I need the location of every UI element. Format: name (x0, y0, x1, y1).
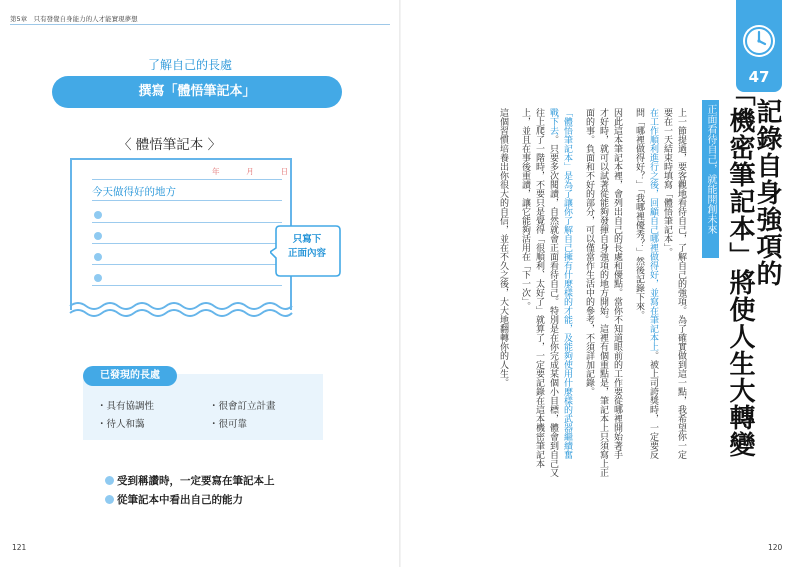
body-column: 這個習慣培養出你很大的自信，並在不久之後，大大地翻轉你的人生。 (498, 108, 508, 387)
body-column: 要在一天結束時填寫「體悟筆記本」。 (662, 108, 672, 257)
title-line-2: 「機密筆記本」將使人生大轉變 (725, 80, 755, 458)
running-head-rule (10, 24, 390, 25)
notebook-title: 〈 體悟筆記本 〉 (118, 137, 222, 153)
date-day: 日 (280, 167, 289, 176)
notebook-rule (92, 264, 282, 265)
date-month: 月 (246, 167, 254, 176)
body-column: 問「哪裡做得好？」「我哪裡優秀？」然後記錄下來。 (634, 108, 644, 320)
body-column: 因此這本筆記本裡，會列出自己的長處和優點。當你不知道眼前的工作要從哪裡開始著手 (612, 108, 622, 459)
chapter-number: 47 (748, 68, 770, 86)
bullet-dot-icon (94, 274, 102, 282)
strength-item: ・很可靠 (209, 419, 248, 430)
notebook-rule (92, 243, 282, 244)
strengths-tab: 已發現的長處 (83, 366, 177, 386)
strength-item: ・很會訂立計畫 (209, 401, 276, 412)
section-title: 了解自己的長處 (148, 58, 233, 72)
body-column: 戰下去。只要多次閱讀，自然就會正面看待自己。特別是在你完成某個小目標，體會到自己又 (548, 108, 558, 477)
bullet-dot-icon (94, 253, 102, 261)
notebook-heading: 今天做得好的地方 (92, 186, 176, 198)
bullet-dot-icon (94, 232, 102, 240)
body-column: 往上爬了一階時，不要只是覺得「很順利、太好了」就算了，一定要記錄在這本機密筆記本 (534, 108, 544, 468)
bullet-dot-icon (94, 211, 102, 219)
body-column: 上一節提過，要客觀地看待自己，了解自己的強項。為了確實做到這一點，我希望你一定 (676, 108, 686, 459)
body-column: 在工作順利進行之後，回顧自己哪裡做得好，並寫在筆記本上。被上司誇獎時，一定要反 (648, 108, 658, 459)
bullet-dot-icon (105, 495, 114, 504)
torn-edge-wave-icon (68, 300, 294, 318)
page-number-left: 121 (12, 543, 27, 552)
body-column: 「體悟筆記本」是為了讓你了解自己擁有什麼樣的才能，及能夠使用什麼樣的武器繼續奮 (562, 108, 572, 459)
subtitle: 正面看待自己，就能開創未來 (705, 104, 716, 234)
body-column: 上，並且在事後重讀，讓它能夠活用在「下一次」。 (520, 108, 530, 311)
body-column: 才好時，就可以試著從能夠發揮自身強項的地方開始。這裡有個重點是，筆記本上只須寫上正 (598, 108, 608, 477)
clock-icon (741, 23, 777, 59)
notebook-date (212, 166, 288, 177)
summary-point: 從筆記本中看出自己的能力 (105, 492, 243, 507)
date-year: 年 (212, 167, 220, 176)
page-gutter (399, 0, 401, 567)
page-number-right: 120 (768, 543, 783, 552)
callout-text: 只寫下 正面內容 (287, 234, 326, 259)
strength-item: ・待人和藹 (97, 419, 145, 430)
notebook-illustration (70, 158, 292, 310)
summary-point: 受到稱讚時，一定要寫在筆記本上 (105, 473, 275, 488)
section-banner: 撰寫「體悟筆記本」 (52, 76, 342, 108)
notebook-rule (92, 179, 282, 180)
notebook-rule (92, 200, 282, 201)
body-column: 面的事。負面和不好的部分，可以僅當作生活中的參考，不須詳加記錄。 (584, 108, 594, 396)
strength-item: ・具有協調性 (97, 401, 155, 412)
notebook-rule (92, 222, 282, 223)
running-head: 第5章 只有發覺自身能力的人才能實現夢想 (10, 15, 138, 23)
bullet-dot-icon (105, 476, 114, 485)
title-line-1: 記錄自身強項的 (752, 98, 782, 287)
notebook-rule (92, 285, 282, 286)
